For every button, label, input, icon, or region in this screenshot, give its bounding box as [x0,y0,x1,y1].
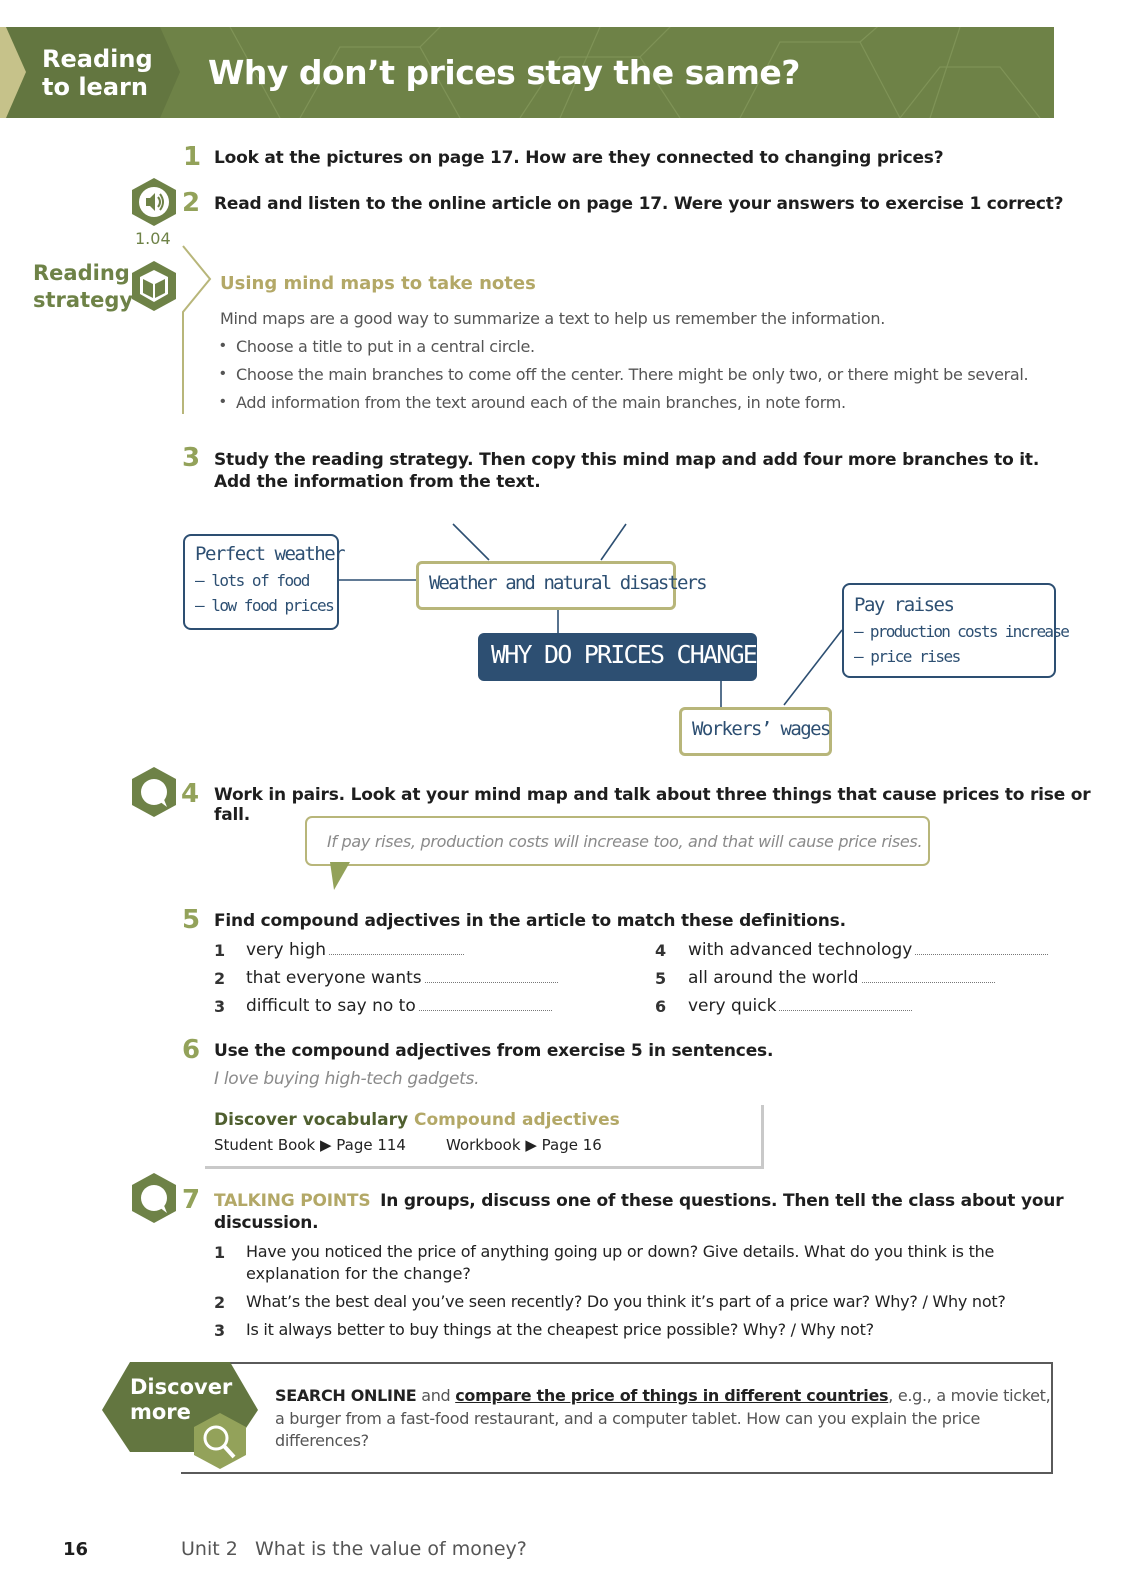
definition-number: 4 [655,941,667,960]
speech-bubble-icon [129,766,181,820]
mindmap-perfect-weather-title: Perfect weather [195,543,345,565]
definition-text [246,996,552,1016]
strategy-bullet-3: Add information from the text around each of the main branches, in note form. [236,393,846,412]
exercise-3-number: 3 [182,443,201,473]
exercise-7-number: 7 [182,1185,201,1215]
definition-text [688,940,1048,960]
workbook-label: Workbook [446,1136,521,1154]
exercise-4-number: 4 [181,779,200,809]
question-text: Is it always better to buy things at the cheapest price possible? Why? / Why not? [246,1320,874,1339]
mindmap-perfect-item-1: – lots of food [195,571,309,590]
footer-unit-title: What is the value of money? [255,1538,527,1560]
definition-label: all around the world [688,968,859,988]
mindmap-weather-label: Weather and natural disasters [429,572,706,594]
exercise-3-line-2: Add the information from the text. [214,472,541,492]
discover-more-text [275,1385,1050,1453]
definition-number: 6 [655,997,667,1016]
question-text-cont: explanation for the change? [246,1264,471,1283]
speech-bubble-icon [129,1172,181,1226]
exercise-2-text: Read and listen to the online article on page 17. Were your answers to exercise 1 correct? [214,194,1064,214]
answer-line[interactable] [425,981,558,983]
definition-label: that everyone wants [246,968,422,988]
definition-label: very quick [688,996,777,1016]
talking-points-label: TALKING POINTS [214,1191,371,1211]
workbook-page: Page 16 [541,1136,602,1154]
discover-more-line-2: more [130,1400,191,1424]
footer-unit: Unit 2 [181,1538,238,1560]
definition-text [688,996,912,1016]
exercise-5-text: Find compound adjectives in the article to match these definitions. [214,911,846,931]
question-number: 3 [214,1321,226,1340]
vocab-label: Discover vocabulary [214,1110,409,1130]
exercise-7-line-2: discussion. [214,1213,319,1233]
definition-number: 2 [214,969,226,988]
page-title: Why don’t prices stay the same? [208,53,800,92]
answer-line[interactable] [779,1009,912,1011]
search-online-label: SEARCH ONLINE [275,1386,417,1405]
exercise-1-number: 1 [183,142,202,172]
bullet-dot: • [220,393,226,410]
bullet-dot: • [220,337,226,354]
exercise-7-line-1: In groups, discuss one of these questions. Then tell the class about your [380,1191,1064,1211]
question-text: What’s the best deal you’ve seen recently? Do you think it’s part of a price war? Why? / Why not? [246,1292,1006,1311]
definition-number: 5 [655,969,667,988]
discover-line-3: differences? [275,1431,369,1450]
exercise-1-text: Look at the pictures on page 17. How are they connected to changing prices? [214,148,944,168]
definition-label: difficult to say no to [246,996,416,1016]
strategy-label-line-1: Reading [33,261,130,285]
exercise-4-example: If pay rises, production costs will increase too, and that will cause price rises. [327,832,923,851]
strategy-bullet-1: Choose a title to put in a central circle. [236,337,535,356]
question-text: Have you noticed the price of anything going up or down? Give details. What do you think is the [246,1242,995,1261]
strategy-heading: Using mind maps to take notes [220,273,536,294]
vocab-heading [214,1110,620,1130]
mindmap-pay-raises-title: Pay raises [854,594,954,616]
definition-number: 1 [214,941,226,960]
strategy-intro: Mind maps are a good way to summarize a text to help us remember the information. [220,309,885,328]
student-book-page: Page 114 [336,1136,406,1154]
arrow-icon: ▶ [525,1136,537,1154]
exercise-2-number: 2 [182,188,201,218]
discover-line-2: a burger from a fast-food restaurant, and a computer tablet. How can you explain the price [275,1408,981,1428]
mindmap-wages-label: Workers’ wages [692,718,830,740]
exercise-5-number: 5 [182,905,201,935]
definition-text [688,968,995,988]
vocab-workbook-ref[interactable] [446,1136,602,1154]
mindmap-perfect-item-2: – low food prices [195,596,334,615]
arrow-icon: ▶ [319,1136,332,1154]
page-number: 16 [63,1539,89,1560]
magnifier-icon [190,1412,250,1470]
bullet-dot: • [220,365,226,382]
exercise-6-number: 6 [182,1035,201,1065]
mindmap-pay-item-1: – production costs increase [854,622,1069,641]
definition-label: with advanced technology [688,940,913,960]
mindmap-pay-item-2: – price rises [854,647,960,666]
definition-label: very high [246,940,327,960]
discover-and: and [416,1386,456,1405]
definition-number: 3 [214,997,226,1016]
vocab-topic: Compound adjectives [414,1110,620,1130]
speech-tail [328,862,352,892]
strategy-bullet-2: Choose the main branches to come off the center. There might be only two, or there might be several. [236,365,1029,384]
discover-rest-1: , e.g., a movie ticket, [888,1386,1051,1405]
definition-text [246,940,464,960]
definition-text [246,968,558,988]
audio-track-number: 1.04 [135,229,171,248]
section-label-line-2: to learn [42,73,148,101]
mindmap-center-label: WHY DO PRICES CHANGE? [491,640,770,669]
exercise-7-heading [214,1191,1063,1211]
exercise-6-text: Use the compound adjectives from exercise 5 in sentences. [214,1041,774,1061]
answer-line[interactable] [329,953,464,955]
discover-link[interactable]: compare the price of things in different countries [455,1386,889,1405]
discover-more-line-1: Discover [130,1375,233,1399]
section-label-line-1: Reading [42,45,153,73]
question-number: 1 [214,1243,226,1262]
exercise-3-line-1: Study the reading strategy. Then copy this mind map and add four more branches to it. [214,450,1040,470]
question-number: 2 [214,1293,226,1312]
strategy-label-line-2: strategy [33,288,134,312]
answer-line[interactable] [862,981,995,983]
exercise-4-text: Work in pairs. Look at your mind map and talk about three things that cause prices to rise or fall. [214,785,1091,825]
vocab-student-book-ref[interactable] [214,1136,406,1154]
exercise-6-example: I love buying high-tech gadgets. [214,1069,480,1089]
student-book-label: Student Book [214,1136,316,1154]
answer-line[interactable] [419,1009,552,1011]
answer-line[interactable] [915,953,1048,955]
